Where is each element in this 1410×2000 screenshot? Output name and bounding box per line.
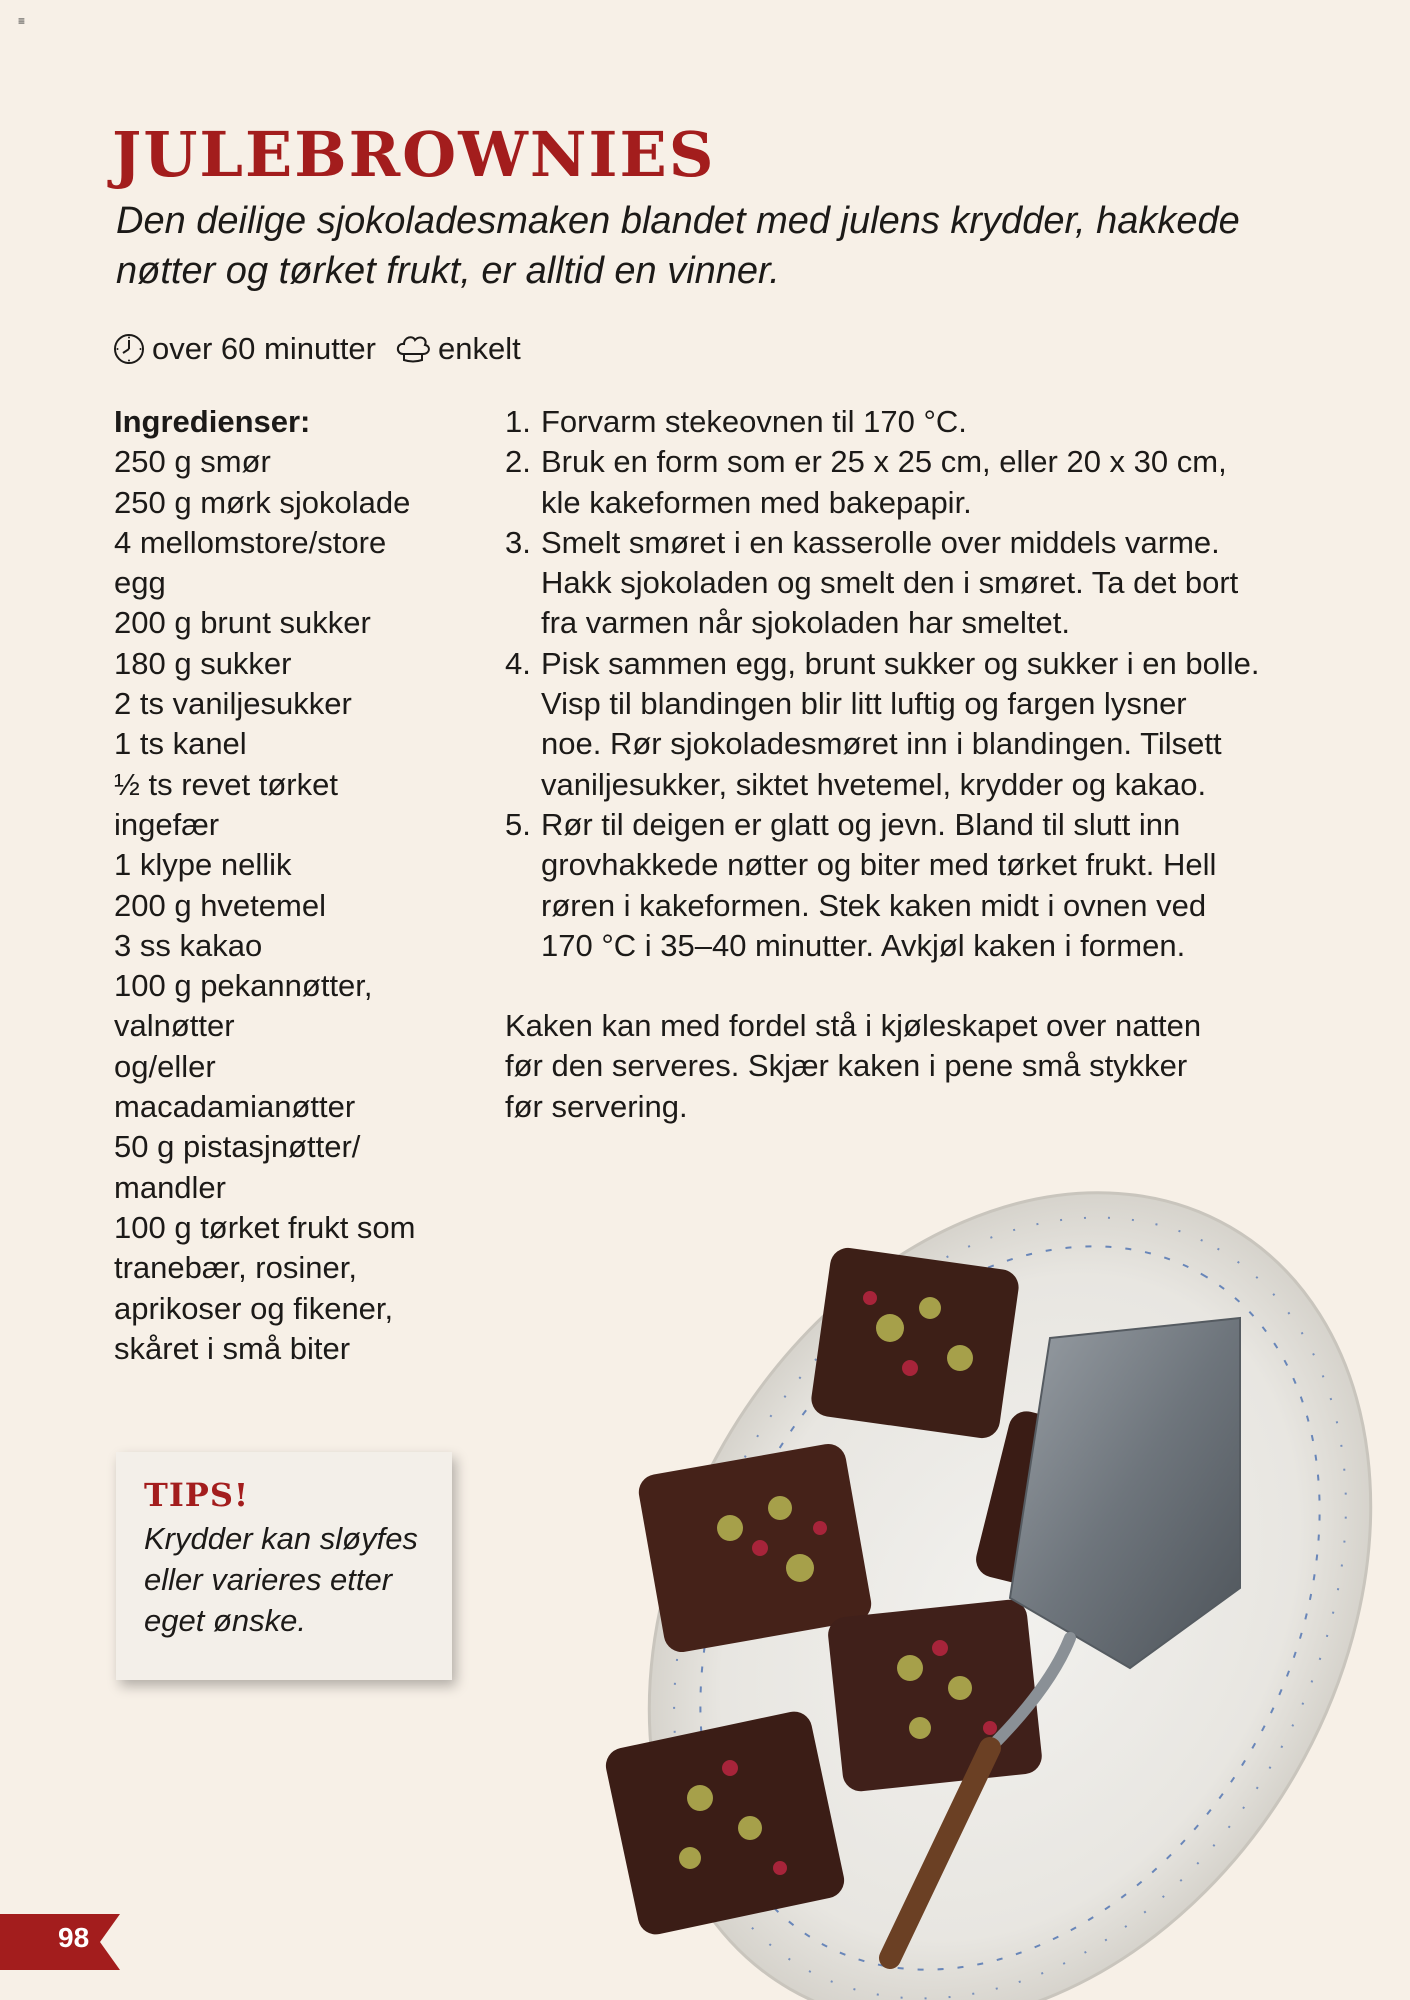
ingredient-line: 200 g brunt sukker (114, 605, 371, 641)
step-item (505, 402, 1305, 442)
step-line: Pisk sammen egg, brunt sukker og sukker i en bolle. (541, 645, 1260, 681)
ingredient-line: 100 g pekannøtter, (114, 968, 373, 1004)
ingredient-line: 1 klype nellik (114, 847, 292, 883)
subtitle-line: nøtter og tørket frukt, er alltid en vinner. (116, 250, 780, 292)
menu-icon[interactable]: ≡ (18, 14, 26, 28)
step-line: noe. Rør sjokoladesmøret inn i blandingen. Tilsett (541, 726, 1222, 762)
ingredient-line: 50 g pistasjnøtter/ (114, 1129, 361, 1165)
step-line: Smelt smøret i en kasserolle over middels varme. (541, 524, 1220, 560)
note-line: Kaken kan med fordel stå i kjøleskapet over natten (505, 1008, 1202, 1043)
subtitle-line: Den deilige sjokoladesmaken blandet med julens krydder, hakkede (116, 200, 1240, 242)
ingredient-line: 200 g hvetemel (114, 887, 326, 923)
step-line: fra varmen når sjokoladen har smeltet. (541, 605, 1070, 641)
clock-icon (112, 332, 146, 366)
step-item (505, 442, 1305, 523)
serving-note (505, 1006, 1305, 1127)
step-number: 2. (505, 444, 531, 480)
ingredient-line: 100 g tørket frukt som (114, 1209, 416, 1245)
ingredient-line: 3 ss kakao (114, 927, 263, 963)
ingredient-line: aprikoser og fikener, (114, 1290, 394, 1326)
tips-line: eget ønske. (144, 1603, 306, 1638)
ingredient-line: skåret i små biter (114, 1330, 351, 1366)
step-number: 3. (505, 524, 531, 560)
ingredient-line: egg (114, 565, 166, 601)
step-item (505, 523, 1305, 644)
page-number: 98 (58, 1922, 90, 1953)
tips-line: Krydder kan sløyfes (144, 1521, 418, 1556)
step-line: 170 °C i 35–40 minutter. Avkjøl kaken i formen. (541, 927, 1186, 963)
brownies-photo (490, 1168, 1410, 2000)
step-line: Rør til deigen er glatt og jevn. Bland til slutt inn (541, 806, 1181, 842)
ingredient-line: og/eller (114, 1048, 216, 1084)
tips-box (116, 1452, 452, 1680)
step-line: Visp til blandingen blir litt luftig og fargen lysner (541, 686, 1187, 722)
step-number: 4. (505, 645, 531, 681)
ingredient-line: tranebær, rosiner, (114, 1250, 357, 1286)
ingredients-list (114, 402, 474, 1369)
ingredient-line: macadamianøtter (114, 1089, 356, 1125)
step-line: Hakk sjokoladen og smelt den i smøret. Ta det bort (541, 565, 1239, 601)
note-line: før servering. (505, 1088, 688, 1124)
ingredient-line: 2 ts vaniljesukker (114, 686, 352, 722)
note-line: før den serveres. Skjær kaken i pene små stykker (505, 1048, 1188, 1084)
ingredient-line: 250 g smør (114, 444, 271, 480)
step-item (505, 805, 1305, 966)
tips-line: eller varieres etter (144, 1562, 393, 1597)
ingredient-line: mandler (114, 1169, 226, 1205)
recipe-meta (112, 326, 521, 372)
time-label: over 60 minutter (152, 331, 376, 366)
step-item (505, 644, 1305, 805)
step-line: vaniljesukker, siktet hvetemel, krydder og kakao. (541, 766, 1207, 802)
steps-list (505, 402, 1305, 966)
tips-title: TIPS! (144, 1476, 249, 1514)
ingredient-line: 250 g mørk sjokolade (114, 484, 411, 520)
step-number: 1. (505, 404, 531, 439)
tips-text (144, 1518, 452, 1641)
chef-hat-icon (394, 332, 432, 366)
recipe-subtitle (116, 196, 1316, 296)
ingredient-line: ½ ts revet tørket (114, 766, 338, 802)
ingredient-line: 4 mellomstore/store (114, 524, 387, 560)
ingredient-line: 1 ts kanel (114, 726, 247, 762)
ingredient-line: valnøtter (114, 1008, 235, 1044)
step-line: Bruk en form som er 25 x 25 cm, eller 20 x 30 cm, (541, 444, 1227, 480)
step-line: røren i kakeformen. Stek kaken midt i ovnen ved (541, 887, 1207, 923)
ingredients-heading: Ingredienser: (114, 404, 311, 439)
difficulty-label: enkelt (438, 331, 521, 366)
step-line: grovhakkede nøtter og biter med tørket frukt. Hell (541, 847, 1217, 883)
ingredient-line: 180 g sukker (114, 645, 292, 681)
recipe-title: JULEBROWNIES (112, 118, 716, 191)
step-line: kle kakeformen med bakepapir. (541, 484, 972, 520)
step-number: 5. (505, 806, 531, 842)
ingredient-line: ingefær (114, 806, 220, 842)
step-line: Forvarm stekeovnen til 170 °C. (541, 404, 967, 439)
